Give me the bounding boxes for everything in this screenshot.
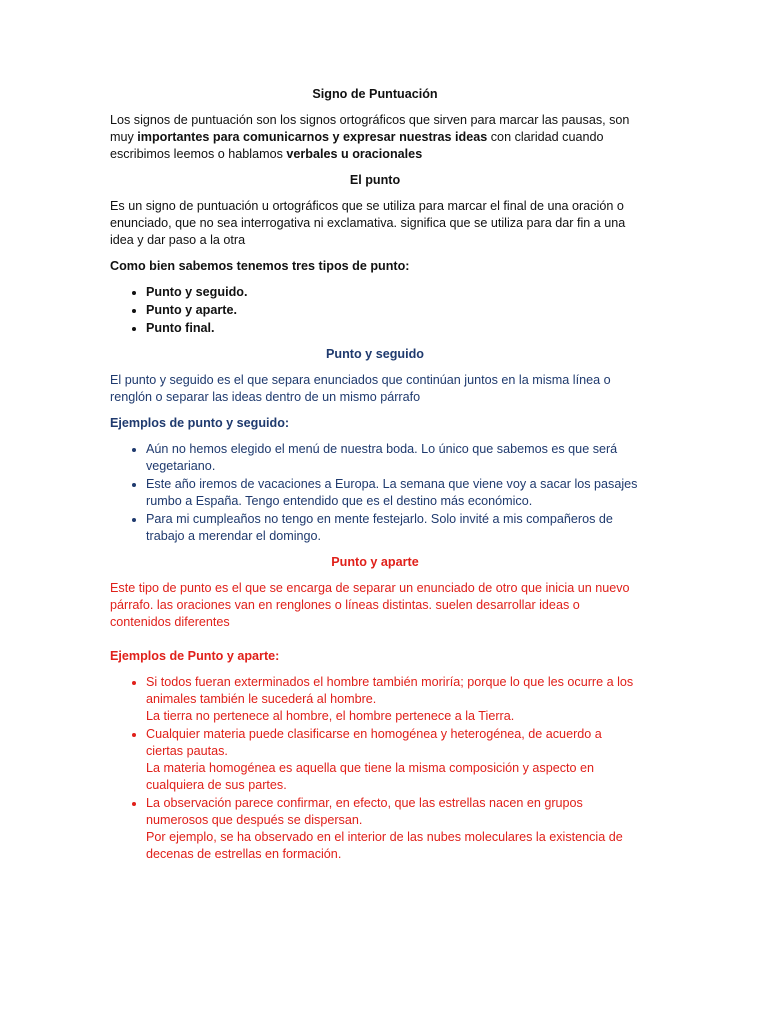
list-item: • Punto final. — [146, 320, 640, 337]
list-item: • Para mi cumpleaños no tengo en mente festejarlo. Solo invité a mis compañeros de trabajo a merendar el domingo. — [146, 511, 640, 545]
list-item — [146, 674, 640, 725]
example-line: Cualquier materia puede clasificarse en homogénea y heterogénea, de acuerdo a ciertas pautas. — [146, 727, 602, 758]
document-page — [110, 86, 640, 872]
example-line: La tierra no pertenece al hombre, el hombre pertenece a la Tierra. — [146, 709, 515, 723]
list-item: • Aún no hemos elegido el menú de nuestra boda. Lo único que sabemos es que será vegetariano. — [146, 441, 640, 475]
intro-bold-1: importantes para comunicarnos y expresar nuestras ideas — [137, 130, 488, 144]
punto-aparte-heading: Punto y aparte — [331, 555, 419, 569]
types-list — [110, 284, 640, 337]
punto-seguido-paragraph: El punto y seguido es el que separa enunciados que continúan juntos en la misma línea o renglón o separar las ideas dentro de un mismo párrafo — [110, 373, 611, 404]
list-item — [146, 795, 640, 863]
document-title: Signo de Puntuación — [312, 87, 438, 101]
list-item — [146, 726, 640, 794]
punto-seguido-examples — [110, 441, 640, 545]
intro-text-1: Los signos de puntuación son los signos ortográficos que sirven para marcar las pausas, son muy — [110, 113, 630, 144]
example-line: Si todos fueran exterminados el hombre también moriría; porque lo que les ocurre a los animales también le sucederá al hombre. — [146, 675, 634, 706]
punto-aparte-paragraph: Este tipo de punto es el que se encarga de separar un enunciado de otro que inicia un nuevo párrafo. las oraciones van en renglones o líneas distintas. suelen desarrollar ideas o contenidos diferentes — [110, 581, 630, 629]
punto-aparte-examples — [110, 674, 640, 863]
punto-seguido-heading: Punto y seguido — [326, 347, 424, 361]
punto-seguido-examples-label: Ejemplos de punto y seguido: — [110, 416, 290, 430]
intro-bold-2: verbales u oracionales — [286, 147, 423, 161]
types-label: Como bien sabemos tenemos tres tipos de punto: — [110, 259, 410, 273]
punto-aparte-examples-label: Ejemplos de Punto y aparte: — [110, 649, 280, 663]
intro-text-2: con claridad cuando escribimos leemos o hablamos — [110, 130, 604, 161]
intro-paragraph — [110, 112, 640, 163]
list-item: • Punto y seguido. — [146, 284, 640, 301]
list-item: • Punto y aparte. — [146, 302, 640, 319]
example-line: Por ejemplo, se ha observado en el interior de las nubes moleculares la existencia de decenas de estrellas en formación. — [146, 830, 623, 861]
el-punto-heading: El punto — [349, 173, 401, 187]
spacer — [110, 640, 640, 648]
example-line: La materia homogénea es aquella que tiene la misma composición y aspecto en cualquiera de sus partes. — [146, 761, 595, 792]
example-line: La observación parece confirmar, en efecto, que las estrellas nacen en grupos numerosos que después se dispersan. — [146, 796, 583, 827]
list-item: • Este año iremos de vacaciones a Europa. La semana que viene voy a sacar los pasajes rumbo a España. Tengo entendido que es el destino más económico. — [146, 476, 640, 510]
el-punto-paragraph: Es un signo de puntuación u ortográficos que se utiliza para marcar el final de una oración o enunciado, que no sea interrogativa ni exclamativa. significa que se utiliza para dar fin a una idea y dar paso a la otra — [110, 199, 626, 247]
